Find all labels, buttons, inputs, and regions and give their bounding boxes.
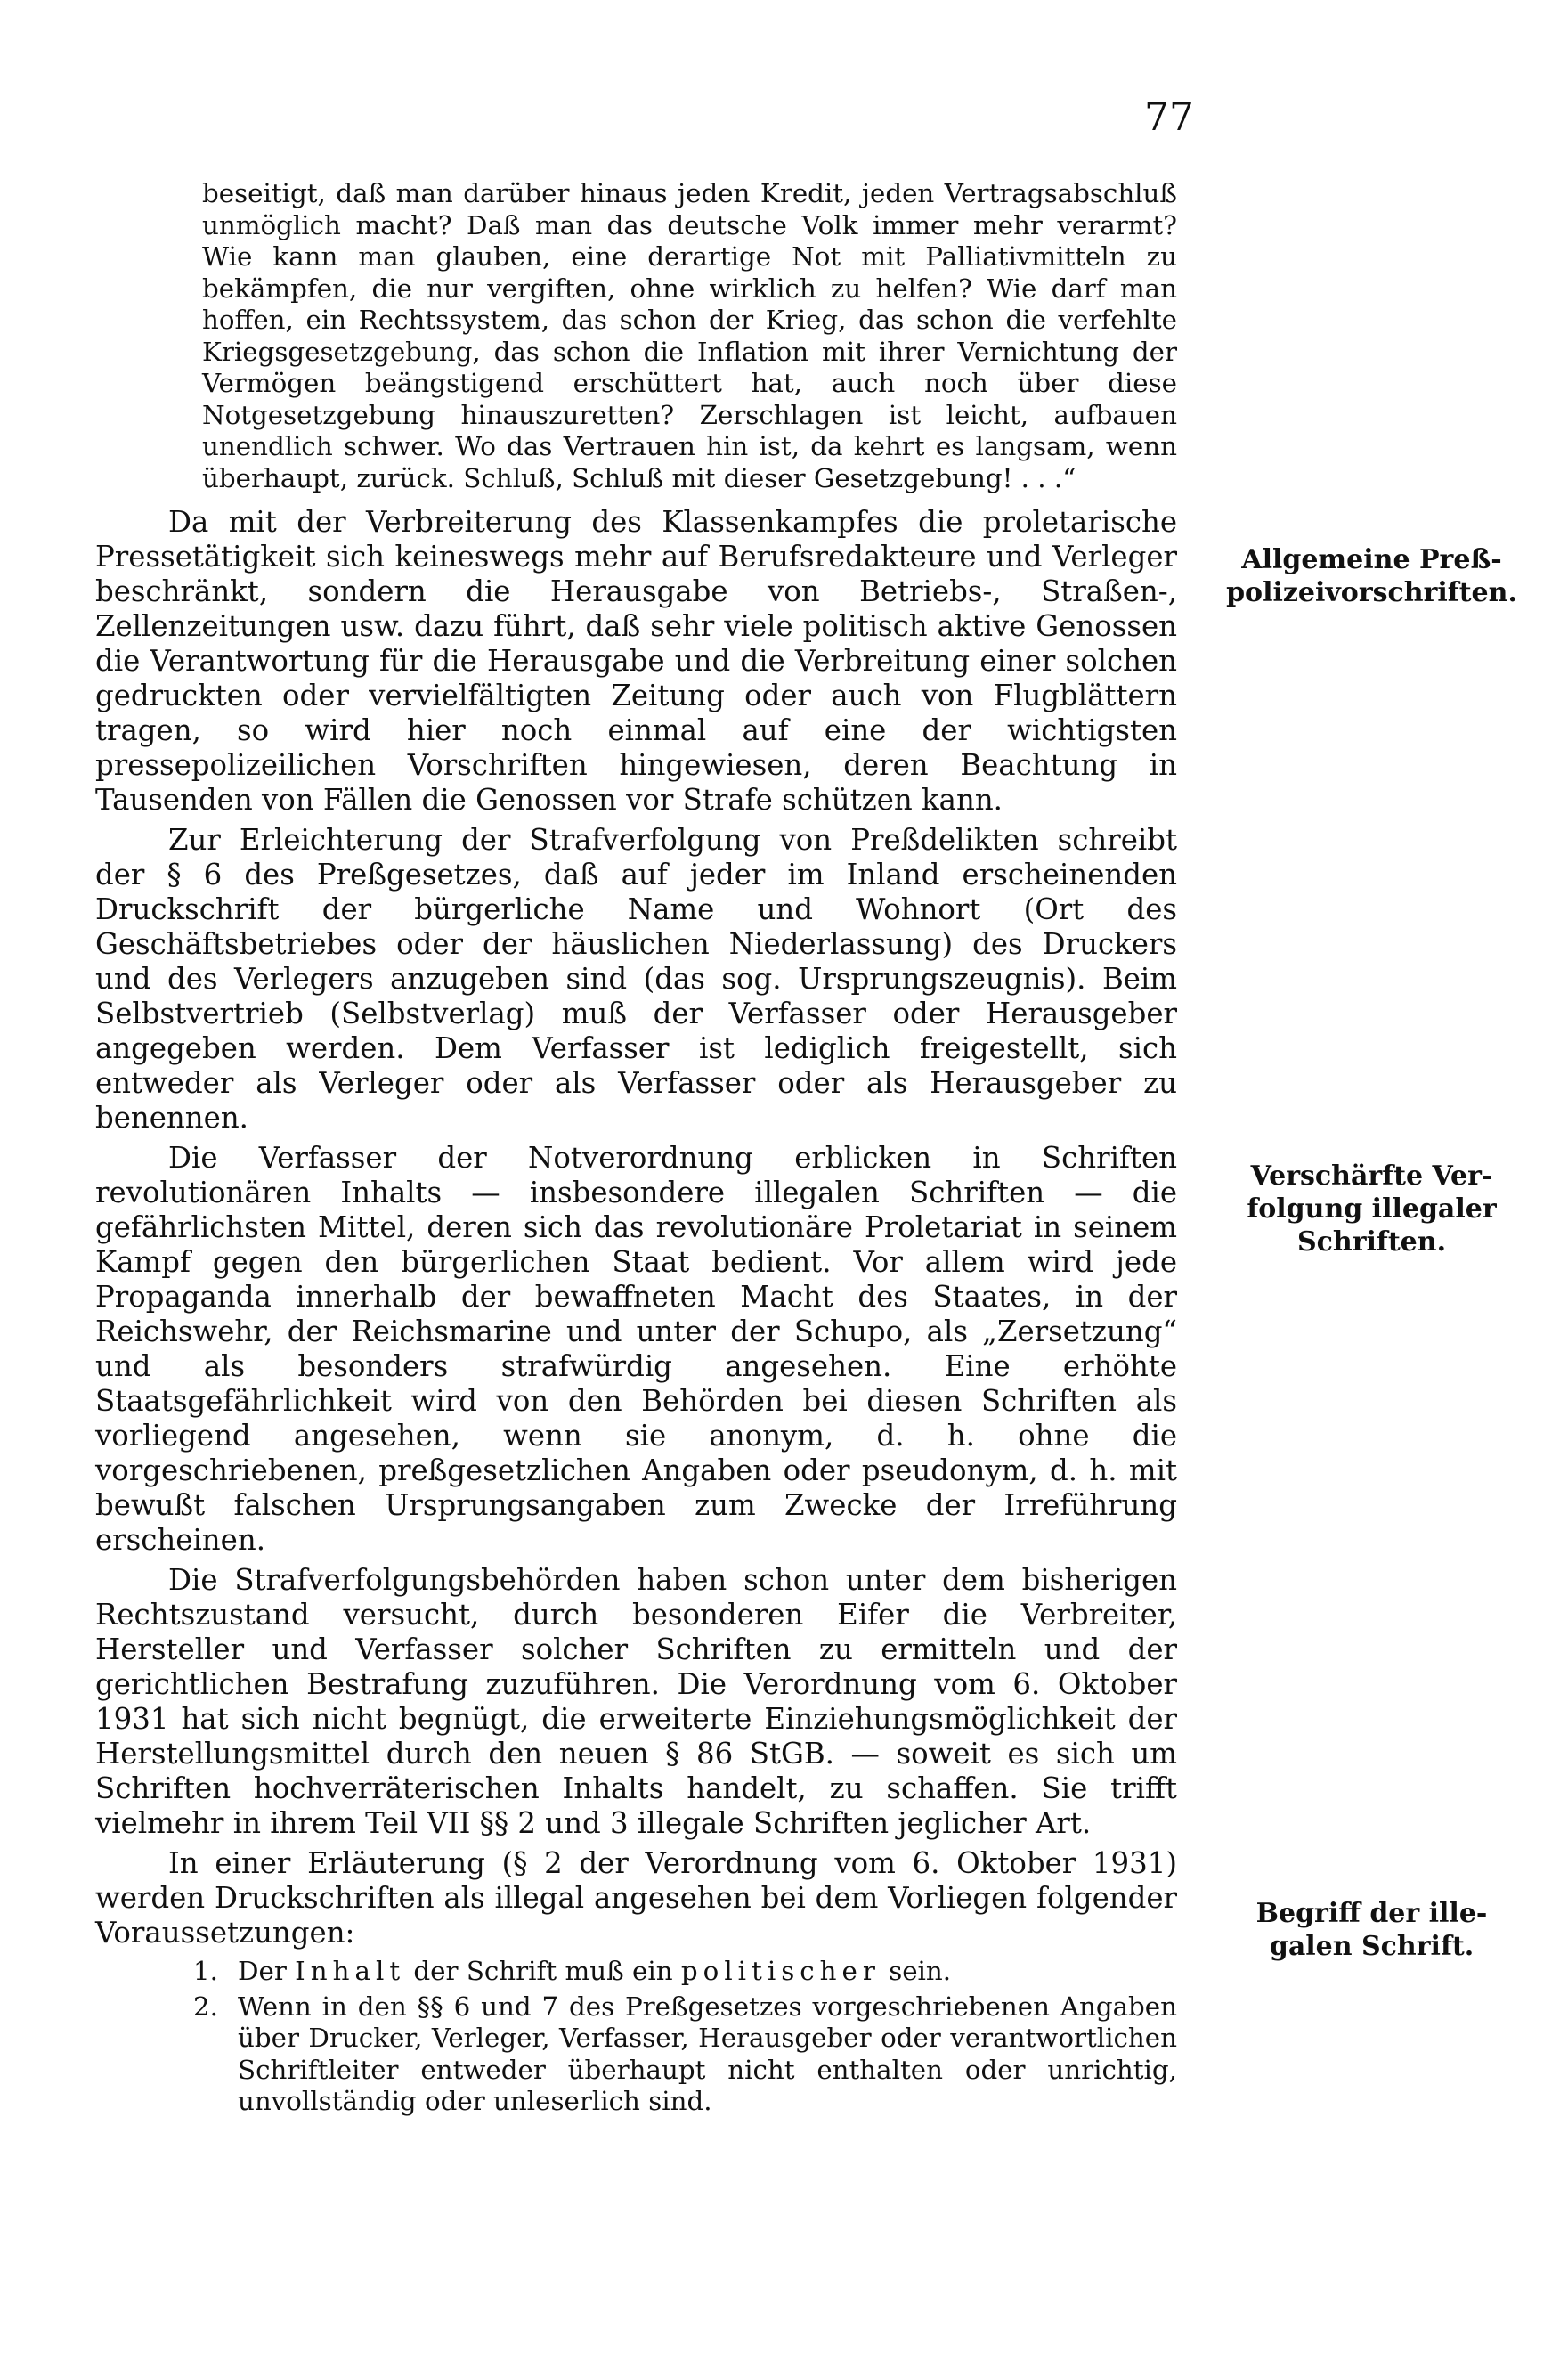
margin-note-line: polizeivorschriften. xyxy=(1226,577,1517,608)
list-item-number: 2. xyxy=(193,1991,218,2022)
margin-note-press-police-rules xyxy=(1218,543,1525,609)
paragraph-explanation: In einer Erläuterung (§ 2 der Verordnung vom 6. Oktober 1931) werden Druckschriften als illegal angesehen bei dem Vorliegen folgender Voraussetzungen: xyxy=(95,1846,1177,1950)
margin-note-line: folgung illegaler xyxy=(1247,1193,1497,1225)
margin-note-line: Schriften. xyxy=(1296,1226,1447,1258)
paragraph-prosecution-authorities: Die Strafverfolgungsbehörden haben schon unter dem bisherigen Rechtszustand versucht, durch besonderen Eifer die Verbreiter, Hersteller und Verfasser solcher Schriften zu ermitteln und der gerichtlichen Bestrafung zuzuführen. Die Verordnung vom 6. Oktober 1931 hat sich nicht begnügt, die erweiterte Einziehungsmöglichkeit der Herstellungsmittel durch den neuen § 86 StGB. — soweit es sich um Schriften hochverräterischen Inhalts handelt, zu schaffen. Sie trifft vielmehr in ihrem Teil VII §§ 2 und 3 illegale Schriften jeglicher Art. xyxy=(95,1563,1177,1840)
list-item-text: Wenn in den §§ 6 und 7 des Preßgesetzes vorgeschriebenen Angaben über Drucker, Verleger, Verfasser, Herausgeber oder verantwortlichen Schriftleiter entweder überhaupt nicht enthalten oder unrichtig, unvollständig oder unleserlich sind. xyxy=(238,1991,1177,2116)
list-item-text: der Schrift muß ein xyxy=(413,1956,673,1986)
margin-note-line: Allgemeine Preß- xyxy=(1241,544,1502,575)
list-item-spaced-word: Inhalt xyxy=(295,1956,406,1986)
paragraph-press-activity: Da mit der Verbreiterung des Klassenkampfes die proletarische Pressetätigkeit sich keineswegs mehr auf Berufsredakteure und Verleger beschränkt, sondern die Herausgabe von Betriebs-, Straßen-, Zellenzeitungen usw. dazu führt, daß sehr viele politisch aktive Genossen die Verantwortung für die Herausgabe und die Verbreitung einer solchen gedruckten oder vervielfältigten Zeitung oder auch von Flugblättern tragen, so wird hier noch einmal auf eine der wichtigsten pressepolizeilichen Vorschriften hingewiesen, deren Beachtung in Tausenden von Fällen die Genossen vor Strafe schützen kann. xyxy=(95,505,1177,817)
list-item xyxy=(193,1956,1177,1988)
paragraph-revolutionary-writings: Die Verfasser der Notverordnung erblicken in Schriften revolutionären Inhalts — insbesondere illegalen Schriften — die gefährlichsten Mittel, deren sich das revolutionäre Proletariat in seinem Kampf gegen den bürgerlichen Staat bedient. Vor allem wird jede Propaganda innerhalb der bewaffneten Macht des Staates, in der Reichswehr, der Reichsmarine und unter der Schupo, als „Zersetzung“ und als besonders strafwürdig angesehen. Eine erhöhte Staatsgefährlichkeit wird von den Behörden bei diesen Schriften als vorliegend angesehen, wenn sie anonym, d. h. ohne die vorgeschriebenen, preßgesetzlichen Angaben oder pseudonym, d. h. mit bewußt falschen Ursprungsangaben zum Zwecke der Irreführung erscheinen. xyxy=(95,1141,1177,1557)
list-item-spaced-word: politischer xyxy=(680,1956,881,1986)
list-item-text: Der xyxy=(238,1956,287,1986)
paragraph-press-law-section-6: Zur Erleichterung der Strafverfolgung von Preßdelikten schreibt der § 6 des Preßgesetzes, daß auf jeder im Inland erscheinenden Druckschrift der bürgerliche Name und Wohnort (Ort des Geschäftsbetriebes oder der häuslichen Niederlassung) des Druckers und des Verlegers anzugeben sind (das sog. Ursprungszeugnis). Beim Selbstvertrieb (Selbstverlag) muß der Verfasser oder Herausgeber angegeben werden. Dem Verfasser ist lediglich freigestellt, sich entweder als Verleger oder als Verfasser oder als Herausgeber zu benennen. xyxy=(95,823,1177,1135)
conditions-list xyxy=(95,1956,1177,2118)
margin-note-line: Verschärfte Ver- xyxy=(1250,1160,1493,1192)
main-text-column xyxy=(95,178,1177,2121)
margin-note-illegal-writings-prosecution xyxy=(1218,1160,1525,1258)
margin-note-line: galen Schrift. xyxy=(1269,1931,1475,1962)
margin-note-illegal-writing-definition xyxy=(1218,1897,1525,1963)
quote-block: beseitigt, daß man darüber hinaus jeden Kredit, jeden Vertragsabschluß unmöglich macht? Daß man das deutsche Volk immer mehr verarmt? Wie kann man glauben, eine derartige Not mit Palliativmitteln zu bekämpfen, die nur vergiften, ohne wirklich zu helfen? Wie darf man hoffen, ein Rechtssystem, das schon der Krieg, das schon die verfehlte Kriegsgesetzgebung, das schon die Inflation mit ihrer Vernichtung der Vermögen beängstigend erschüttert hat, auch noch über diese Notgesetzgebung hinauszuretten? Zerschlagen ist leicht, aufbauen unendlich schwer. Wo das Vertrauen hin ist, da kehrt es langsam, wenn überhaupt, zurück. Schluß, Schluß mit dieser Gesetzgebung! . . .“ xyxy=(202,178,1177,493)
list-item-number: 1. xyxy=(193,1956,218,1986)
list-item-text: sein. xyxy=(889,1956,952,1986)
margin-note-line: Begriff der ille- xyxy=(1255,1898,1488,1929)
page-number: 77 xyxy=(1144,94,1194,140)
list-item xyxy=(193,1991,1177,2118)
